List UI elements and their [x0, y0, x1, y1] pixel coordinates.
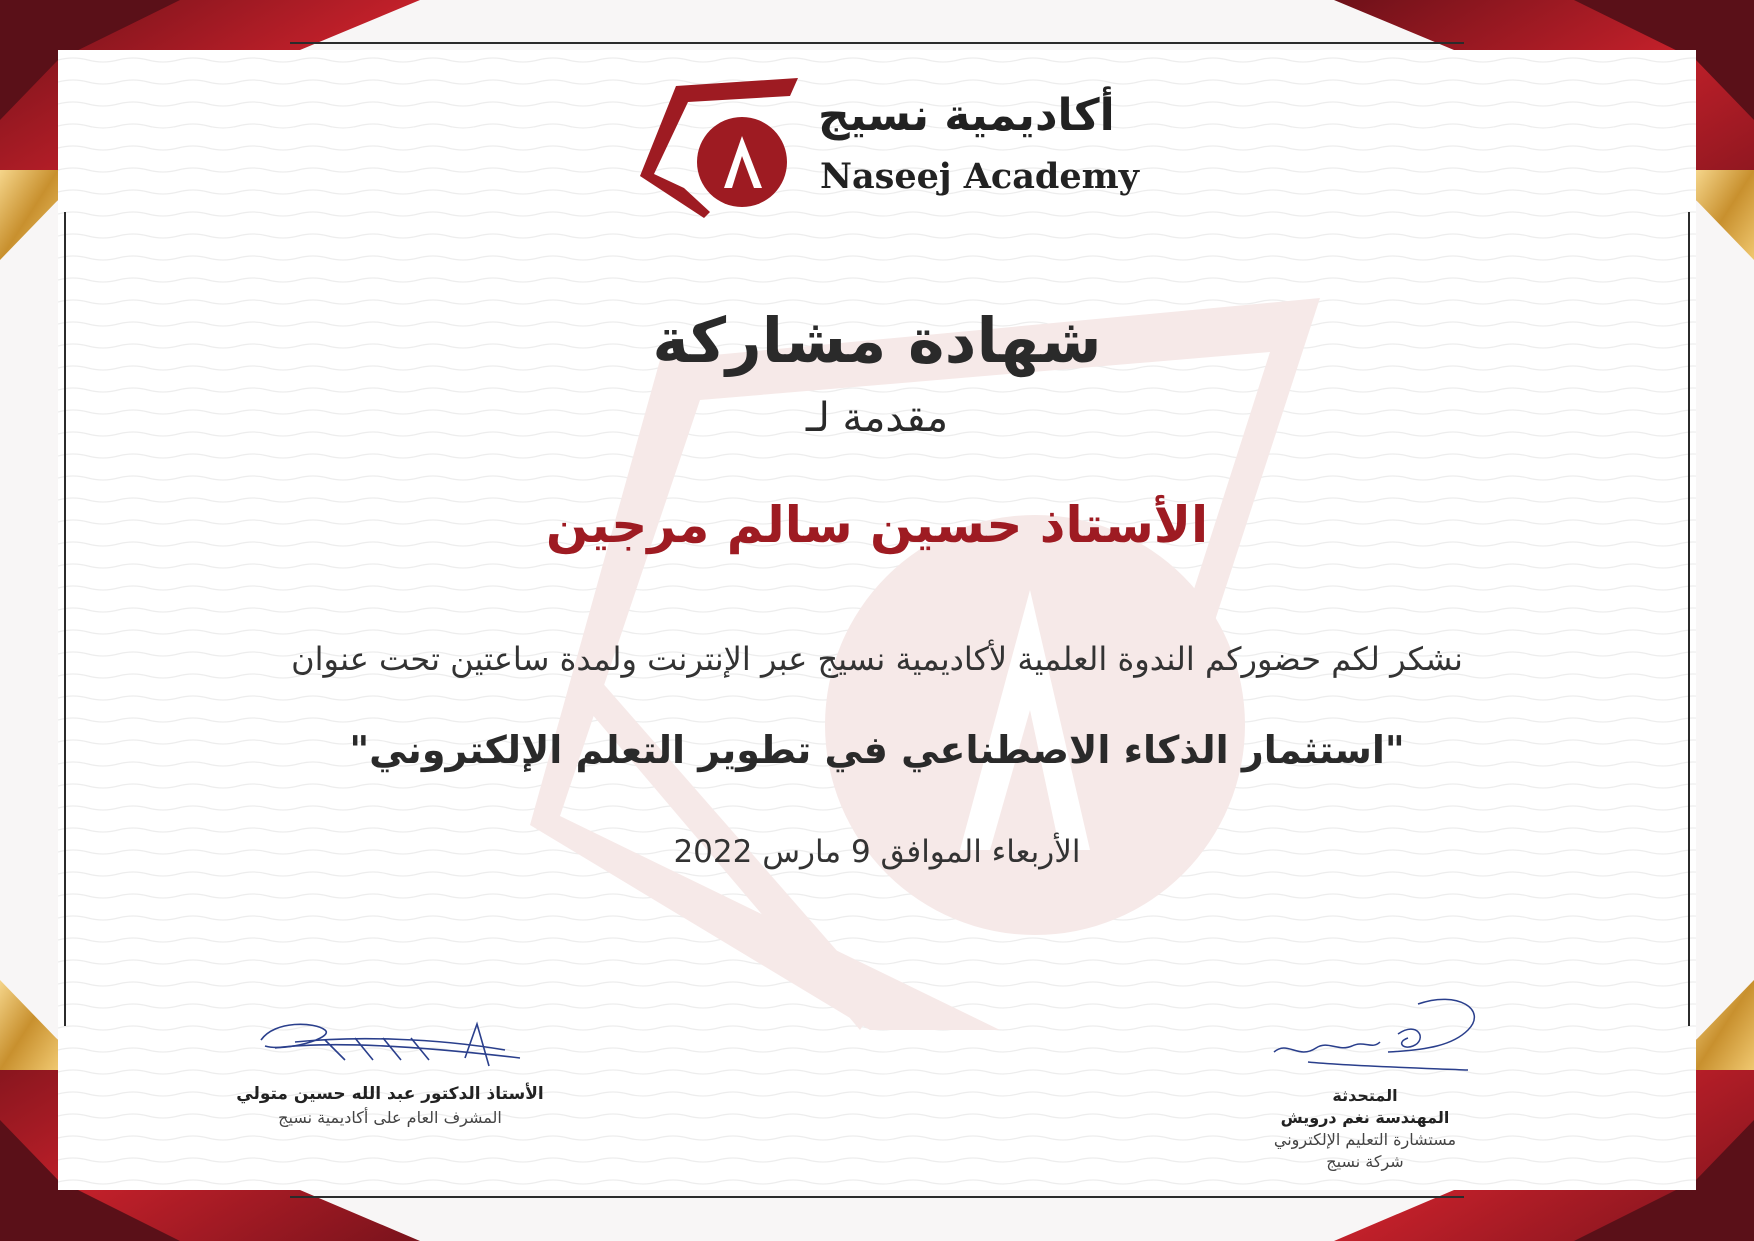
left-signatory-name: الأستاذ الدكتور عبد الله حسين متولي: [236, 1084, 544, 1104]
seminar-topic: "استثمار الذكاء الاصطناعي في تطوير التعلم الإلكتروني": [349, 728, 1405, 772]
frame-line-bottom: [290, 1196, 1464, 1198]
seminar-date: الأربعاء الموافق 9 مارس 2022: [673, 834, 1081, 870]
certificate-body: نشكر لكم حضوركم الندوة العلمية لأكاديمية نسيج عبر الإنترنت ولمدة ساعتين تحت عنوان: [291, 640, 1463, 678]
right-signature-image: [1268, 990, 1488, 1080]
frame-line-top: [290, 42, 1464, 44]
left-signature-image: [255, 1010, 525, 1090]
right-signatory-title: المتحدثة: [1332, 1086, 1398, 1105]
academy-name-english: Naseej Academy: [820, 156, 1140, 197]
left-signatory-role: المشرف العام على أكاديمية نسيج: [278, 1108, 502, 1127]
academy-name-arabic: أكاديمية نسيج: [818, 90, 1115, 141]
right-signatory-name: المهندسة نغم درويش: [1280, 1108, 1450, 1127]
certificate-title: شهادة مشاركة: [652, 304, 1102, 377]
right-signatory-position: مستشارة التعليم الإلكتروني: [1273, 1130, 1457, 1149]
right-signatory-company: شركة نسيج: [1326, 1152, 1404, 1171]
recipient-name: الأستاذ حسين سالم مرجين: [545, 496, 1209, 554]
presented-to-label: مقدمة لـ: [805, 395, 949, 441]
